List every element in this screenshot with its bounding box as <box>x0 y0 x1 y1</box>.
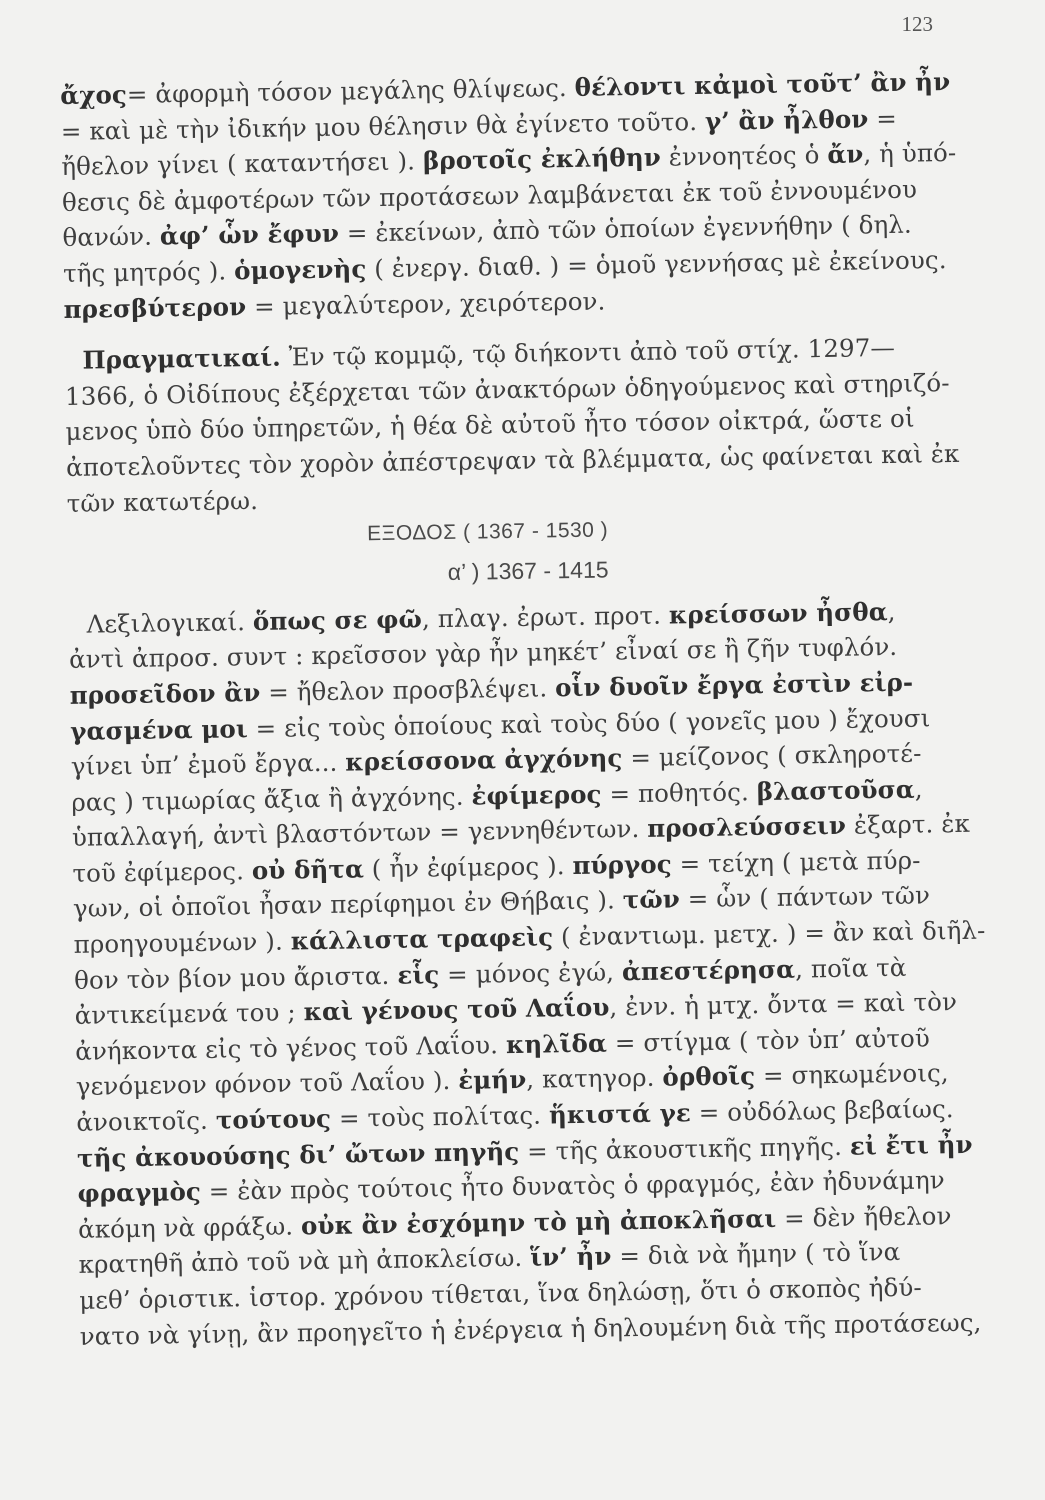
gloss-text: , <box>887 596 896 626</box>
gloss-text: = ὧν ( πάντων τῶν <box>679 880 931 914</box>
gloss-text: ἀποτελοῦντες τὸν χορὸν ἀπέστρεψαν τὰ βλέμματα, ὡς φαίνεται καὶ ἐκ <box>65 438 960 482</box>
page-number: 123 <box>901 12 933 36</box>
lemma-term: κάλλιστα τραφεὶς <box>290 922 554 956</box>
page-text <box>60 64 986 1354</box>
gloss-text: , ἐνν. ἡ μτχ. ὄντα = καὶ τὸν <box>609 987 958 1022</box>
lemma-term: κρείσσονα ἀγχόνης <box>345 743 623 777</box>
section-heading: ΕΞΟΔΟΣ ( 1367 - 1530 ) <box>367 518 609 546</box>
gloss-text: ἀντικείμενά του ; <box>74 997 304 1031</box>
gloss-text: = τείχη ( μετὰ πύρ- <box>671 845 921 879</box>
lemma-term: οὐ δῆτα <box>251 854 365 885</box>
gloss-text: γίνει ὑπ’ ἐμοῦ ἔργα... <box>70 747 346 782</box>
lemma-term: ὀρθοῖς <box>662 1061 756 1093</box>
lemma-term: οἷν δυοῖν ἔργα ἐστὶν εἰρ- <box>554 667 914 703</box>
gloss-text: τοῦ ἐφίμερος. <box>72 855 253 888</box>
lemma-term: προσλεύσσειν <box>646 811 847 844</box>
lemma-term: οὐκ ἂν ἐσχόμην τὸ μὴ ἀποκλῆσαι <box>300 1203 777 1241</box>
gloss-text: = διὰ νὰ ἤμην ( τὸ ἵνα <box>611 1237 901 1271</box>
gloss-text: = μείζονος ( σκληροτέ- <box>622 738 922 773</box>
lemma-term: εἰ ἔτι ἦν <box>849 1129 973 1161</box>
lemma-term: ἀπεστέρησα <box>621 954 796 986</box>
gloss-text: γενόμενον φόνον τοῦ Λαΐου ). <box>75 1066 459 1102</box>
gloss-text: ἀντὶ ἀπροσ. συντ : κρεῖσσον γὰρ ἦν μηκέτ’ εἶναί σε ἢ ζῆν τυφλόν. <box>68 632 898 675</box>
gloss-text: ( ἐνεργ. διαθ. ) = ὁμοῦ γεννήσας μὲ ἐκείνους. <box>366 245 947 284</box>
gloss-text: , ποῖα τὰ <box>794 952 907 984</box>
lemma-term: βροτοῖς ἐκλήθην <box>422 142 662 176</box>
gloss-text: = δὲν ἤθελον <box>775 1200 952 1233</box>
lemma-term: κηλῖδα <box>505 1028 608 1059</box>
lemma-term: βλαστοῦσα <box>756 774 915 806</box>
gloss-text: ( ἦν ἐφίμερος ). <box>363 850 573 884</box>
lemma-term: ἥκιστά γε <box>548 1098 692 1130</box>
gloss-text: γων, οἱ ὁποῖοι ἦσαν περίφημοι ἐν Θήβαις ). <box>72 885 623 924</box>
gloss-text: , κατηγορ. <box>526 1063 663 1095</box>
lemma-term: πύργος <box>572 849 672 880</box>
gloss-text: θον τὸν βίον μου ἄριστα. <box>73 960 398 995</box>
gloss-text: Ἐν τῷ κομμῷ, τῷ διήκοντι ἀπὸ τοῦ στίχ. 1297— <box>280 333 896 372</box>
gloss-text: μενος ὑπὸ δύο ὑπηρετῶν, ἡ θέα δὲ αὐτοῦ ἦτο τόσον οἰκτρά, ὥστε οἱ <box>65 403 915 447</box>
lemma-term: καὶ γένους τοῦ Λαΐου <box>303 992 610 1027</box>
gloss-text: ἐννοητέος ὁ <box>660 140 828 172</box>
lemma-term: κρείσσων ἦσθα <box>668 596 888 630</box>
gloss-text: = ποθητός. <box>601 776 757 809</box>
lemma-term: γ’ ἂν ἦλθον <box>704 103 869 136</box>
gloss-text: = ἐκείνων, ἀπὸ τῶν ὁποίων ἐγεννήθην ( δηλ. <box>338 210 913 249</box>
lemma-term: ἀφ’ ὧν ἔφυν <box>159 219 340 251</box>
gloss-text: θανών. <box>62 221 161 253</box>
lemma-term: εἷς <box>397 959 440 990</box>
lemma-term: ἄν <box>827 139 864 170</box>
gloss-text: ἀκόμη νὰ φράξω. <box>77 1211 302 1244</box>
gloss-text: τῶν κατωτέρω. <box>66 485 259 518</box>
gloss-text: Λεξιλογικαί. <box>86 606 254 639</box>
gloss-text: ἤθελον γίνει ( καταντήσει ). <box>61 146 424 182</box>
gloss-text: = τοὺς πολίτας. <box>330 1100 550 1133</box>
factual-notes-paragraph <box>64 329 960 521</box>
gloss-text: ἀνοικτοῖς. <box>76 1105 217 1137</box>
gloss-text: = <box>868 103 898 133</box>
gloss-text: μεθ’ ὁριστικ. ἱστορ. χρόνου τίθεται, ἵνα δηλώσῃ, ὅτι ὁ σκοπὸς ἠδύ- <box>78 1272 922 1315</box>
gloss-text: προηγουμένων ). <box>73 926 291 959</box>
lexical-notes-paragraph <box>60 64 957 327</box>
gloss-text: = καὶ μὲ τὴν ἰδικήν μου θέλησιν θὰ ἐγίνετο τοῦτο. <box>60 106 706 146</box>
lemma-term: προσεῖδον ἂν <box>69 677 261 710</box>
lemma-term: ὁμογενὴς <box>233 254 367 286</box>
gloss-text: τῆς μητρός ). <box>62 256 235 288</box>
lemma-term: τῶν <box>622 884 681 915</box>
lemma-term: γασμένα μοι <box>70 713 248 746</box>
gloss-text: = μεγαλύτερον, χειρότερον. <box>245 286 606 321</box>
gloss-text: = ἤθελον προσβλέψει. <box>260 673 556 707</box>
gloss-text: κρατηθῆ ἀπὸ τοῦ νὰ μὴ ἀποκλείσω. <box>78 1243 531 1280</box>
lemma-term: φραγμὸς <box>77 1177 202 1209</box>
gloss-text: , ἡ ὑπό- <box>863 138 957 169</box>
lemma-term: ὅπως σε φῶ <box>252 604 423 636</box>
gloss-text: = οὐδόλως βεβαίως. <box>690 1094 954 1128</box>
lemma-term: τούτους <box>215 1103 332 1135</box>
lemma-term: Πραγματικαί. <box>82 342 282 375</box>
lemma-term: ἐμήν <box>458 1065 527 1096</box>
gloss-text: = ἐὰν πρὸς τούτοις ἦτο δυνατὸς ὁ φραγμός, ἐὰν ἠδυνάμην <box>200 1165 945 1207</box>
gloss-text: ( ἐναντιωμ. μετχ. ) = ἂν καὶ διῆλ- <box>552 915 986 952</box>
subsection-heading: α’ ) 1367 - 1415 <box>447 556 609 585</box>
gloss-text: ὑπαλλαγή, ἀντὶ βλαστόντων = γεννηθέντων. <box>71 814 648 853</box>
lemma-term: θέλοντι κἀμοὶ τοῦτ’ ἂν ἦν <box>574 67 951 102</box>
lemma-term: ἐφίμερος <box>471 779 602 811</box>
gloss-text: = σηκωμένοις, <box>754 1058 949 1091</box>
gloss-text: ρας ) τιμωρίας ἄξια ἢ ἀγχόνης. <box>71 781 472 817</box>
gloss-text: = στίγμα ( τὸν ὑπ’ αὐτοῦ <box>606 1023 931 1058</box>
gloss-text: , πλαγ. ἐρωτ. προτ. <box>421 600 670 634</box>
lemma-term: πρεσβύτερον <box>63 291 247 324</box>
gloss-text: ἀνήκοντα εἰς τὸ γένος τοῦ Λαΐου. <box>75 1029 507 1066</box>
lemma-term: ἵν’ ἦν <box>529 1241 612 1273</box>
gloss-text: = μόνος ἐγώ, <box>439 956 623 989</box>
gloss-text: , <box>914 774 923 804</box>
gloss-text: νατο νὰ γίνῃ, ἂν προηγεῖτο ἡ ἐνέργεια ἡ δηλουμένη διὰ τῆς προτάσεως, <box>79 1307 982 1351</box>
exodus-lexical-notes-paragraph <box>68 593 986 1354</box>
lemma-term: τῆς ἀκουούσης δι’ ὤτων πηγῆς <box>76 1136 520 1173</box>
lemma-term: ἄχος <box>60 79 128 110</box>
gloss-text: = ἀφορμὴ τόσον μεγάλης θλίψεως. <box>126 72 575 109</box>
gloss-text: θεσις δὲ ἀμφοτέρων τῶν προτάσεων λαμβάνεται ἐκ τοῦ ἐννουμένου <box>61 174 918 217</box>
gloss-text: = τῆς ἀκουστικῆς πηγῆς. <box>519 1131 851 1166</box>
gloss-text: 1366, ὁ Οἰδίπους ἐξέρχεται τῶν ἀνακτόρων ὁδηγούμενος καὶ στηριζό- <box>64 367 950 411</box>
gloss-text: = εἰς τοὺς ὁποίους καὶ τοὺς δύο ( γονεῖς μου ) ἔχουσι <box>247 702 931 743</box>
gloss-text: ἐξαρτ. ἐκ <box>845 809 971 841</box>
